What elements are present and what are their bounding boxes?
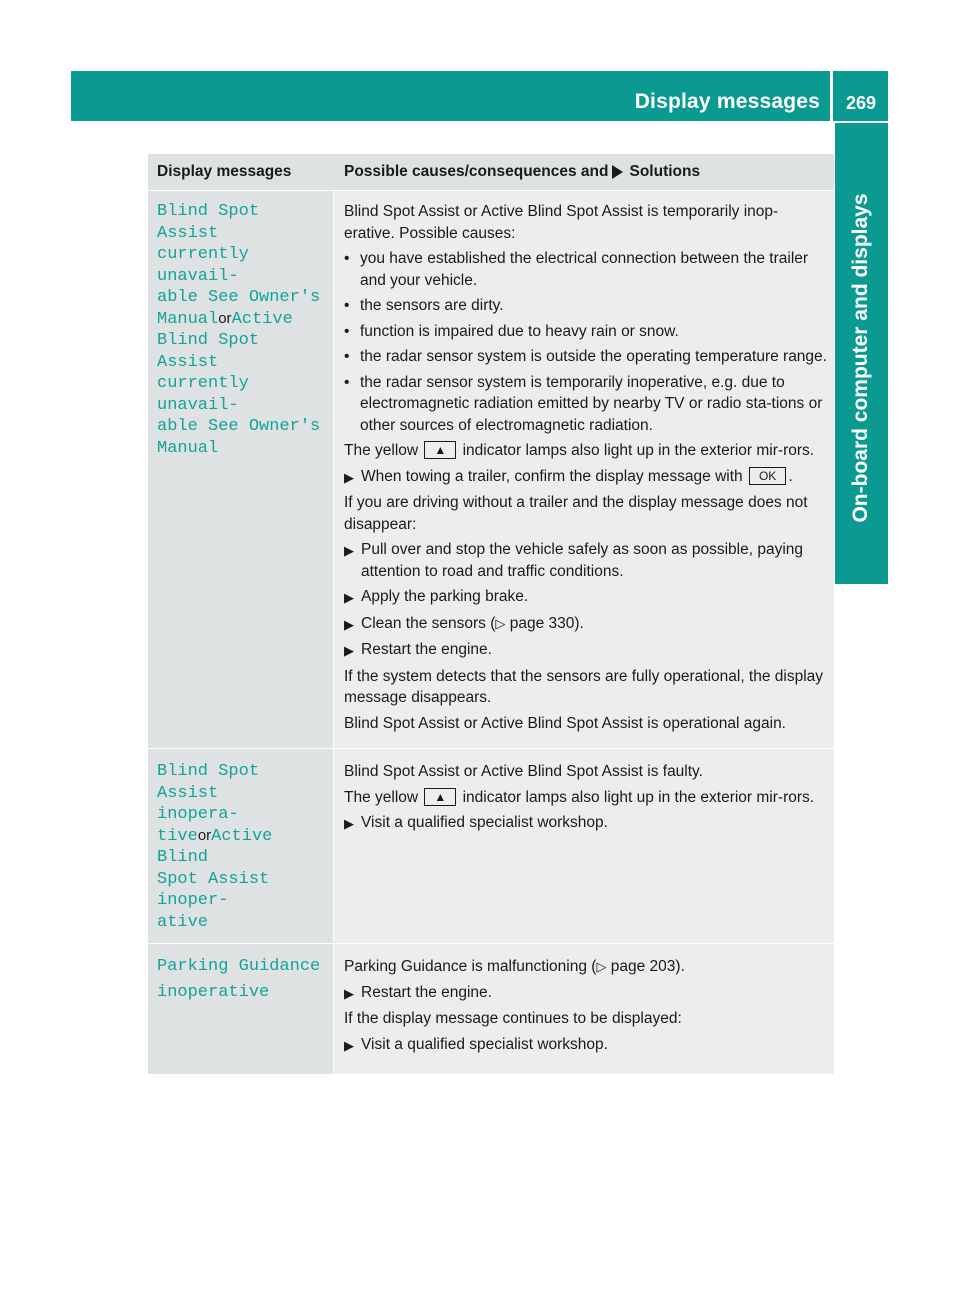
step-text: Visit a qualified specialist workshop. xyxy=(361,1035,608,1053)
page-reference-link[interactable]: page 330 xyxy=(509,614,575,632)
display-message-line: Manual xyxy=(157,438,219,458)
column-header-display: Display messages xyxy=(157,163,292,180)
display-message-line: inopera‐ xyxy=(157,805,239,824)
lamp-text-pre: The yellow xyxy=(344,788,419,806)
instruction-step xyxy=(344,613,828,636)
display-message-cell xyxy=(148,749,334,943)
lamp-text-post: indicator lamps also light up in the exterior mir-rors. xyxy=(462,442,815,459)
step-arrow-icon: ▶ xyxy=(344,543,354,558)
condition-text: If you are driving without a trailer and the display message does not disappear: xyxy=(344,494,808,533)
step-text: Pull over and stop the vehicle safely as soon as possible, paying attention to road and traffic conditions. xyxy=(361,541,804,580)
table-row xyxy=(148,191,834,749)
display-message-line: able See Owner's xyxy=(157,417,321,436)
side-square-marker xyxy=(835,531,888,584)
causes-cell xyxy=(334,191,834,748)
display-message-line: Blind Spot Assist xyxy=(157,762,270,803)
result-text: Blind Spot Assist or Active Blind Spot Assist is operational again. xyxy=(344,714,786,732)
page-title: Display messages xyxy=(634,90,820,113)
intro-text xyxy=(344,956,828,978)
display-message-fragment: Active Blind xyxy=(157,826,283,867)
display-message-cell xyxy=(148,944,334,1074)
page-ref-arrow-icon: ▷ xyxy=(495,615,506,631)
causes-cell xyxy=(334,944,834,1074)
step-text: Clean the sensors ( xyxy=(361,614,496,632)
list-item xyxy=(344,248,828,291)
step-text: Apply the parking brake. xyxy=(361,588,529,605)
intro-text: Blind Spot Assist or Active Blind Spot Assist is temporarily inop-erative. Possible causes: xyxy=(344,203,779,242)
display-message-fragment: Manual xyxy=(157,309,219,329)
condition-text: If the display message continues to be displayed: xyxy=(344,1010,682,1027)
list-item-text: the radar sensor system is temporarily inoperative, e.g. due to electromagnetic radiation emitted by nearby TV or radio sta-tions or other sources of electromagnetic radiation. xyxy=(360,373,823,434)
display-message-line: able See Owner's xyxy=(157,288,321,307)
display-message-line: Blind Spot Assist xyxy=(157,331,270,372)
instruction-step xyxy=(344,1034,828,1057)
step-arrow-icon: ▶ xyxy=(344,469,354,485)
instruction-step xyxy=(344,466,828,489)
instruction-step xyxy=(344,982,828,1005)
bullet-icon: • xyxy=(344,348,350,365)
column-header-causes-label: Possible causes/consequences and xyxy=(344,163,609,180)
table-row xyxy=(148,944,834,1075)
list-item-text: you have established the electrical connection between the trailer and your vehicle. xyxy=(360,250,809,289)
step-text: Restart the engine. xyxy=(361,983,492,1001)
header-divider xyxy=(830,71,833,121)
bullet-icon: • xyxy=(344,250,350,267)
display-message-fragment: Active xyxy=(231,309,293,329)
column-header-solutions-label: Solutions xyxy=(629,163,701,180)
list-item-text: the sensors are dirty. xyxy=(360,297,504,314)
display-message-cell xyxy=(148,191,334,748)
list-item-text: function is impaired due to heavy rain or snow. xyxy=(360,322,679,340)
or-connector: or xyxy=(218,309,232,327)
step-text: Restart the engine. xyxy=(361,641,492,658)
display-message-line: currently unavail‐ xyxy=(157,374,260,415)
step-text: Visit a qualified specialist workshop. xyxy=(361,814,608,831)
step-arrow-icon: ▶ xyxy=(344,590,354,605)
page-number: 269 xyxy=(845,93,877,113)
lamp-text-post: indicator lamps also light up in the exterior mir-rors. xyxy=(462,788,815,806)
instruction-step xyxy=(344,639,828,662)
or-connector: or xyxy=(197,826,212,844)
list-item xyxy=(344,321,828,343)
solutions-arrow-icon xyxy=(612,165,623,179)
display-message-line: ative xyxy=(157,912,209,932)
causes-cell xyxy=(334,749,834,943)
header-bar xyxy=(71,71,888,121)
bullet-icon: • xyxy=(344,297,350,314)
instruction-step xyxy=(344,812,828,835)
display-message-line: Blind Spot Assist xyxy=(157,202,270,243)
step-arrow-icon: ▶ xyxy=(344,816,354,831)
lamp-text xyxy=(344,787,828,809)
bullet-icon: • xyxy=(344,322,350,340)
step-text-end: ). xyxy=(574,614,584,632)
intro-text-end: ). xyxy=(675,958,685,975)
page-ref-arrow-icon: ▷ xyxy=(596,959,607,974)
page-reference-link[interactable]: page 203 xyxy=(610,958,676,975)
display-message-fragment: tive xyxy=(157,826,198,846)
table-header xyxy=(148,154,834,191)
step-text-end: . xyxy=(788,467,793,485)
bullet-icon: • xyxy=(344,373,350,391)
blind-spot-warning-icon: ▲ xyxy=(424,788,456,806)
display-messages-table xyxy=(148,154,834,1075)
display-message-line: Parking Guidance xyxy=(157,957,321,976)
table-row xyxy=(148,749,834,944)
list-item xyxy=(344,372,828,437)
step-text: When towing a trailer, confirm the display message with xyxy=(361,467,743,485)
ok-key-icon: OK xyxy=(749,467,786,485)
step-arrow-icon: ▶ xyxy=(344,985,354,1001)
blind-spot-warning-icon: ▲ xyxy=(424,441,456,459)
side-tab-label: On-board computer and displays xyxy=(849,193,872,523)
list-item xyxy=(344,346,828,368)
intro-text: Blind Spot Assist or Active Blind Spot Assist is faulty. xyxy=(344,763,703,780)
step-arrow-icon: ▶ xyxy=(344,643,354,658)
list-item-text: the radar sensor system is outside the operating temperature range. xyxy=(360,348,827,365)
lamp-text xyxy=(344,440,828,462)
result-text: If the system detects that the sensors are fully operational, the display message disappears. xyxy=(344,667,824,706)
step-arrow-icon: ▶ xyxy=(344,1037,354,1053)
step-arrow-icon: ▶ xyxy=(344,616,354,632)
instruction-step xyxy=(344,586,828,609)
instruction-step xyxy=(344,539,828,582)
column-header-causes xyxy=(334,163,834,181)
display-message-line: Spot Assist inoper‐ xyxy=(157,869,280,910)
lamp-text-pre: The yellow xyxy=(344,442,419,459)
display-message-line: currently unavail‐ xyxy=(157,245,260,286)
intro-text-pre: Parking Guidance is malfunctioning ( xyxy=(344,958,597,975)
list-item xyxy=(344,295,828,317)
display-message-line: inoperative xyxy=(157,982,270,1002)
